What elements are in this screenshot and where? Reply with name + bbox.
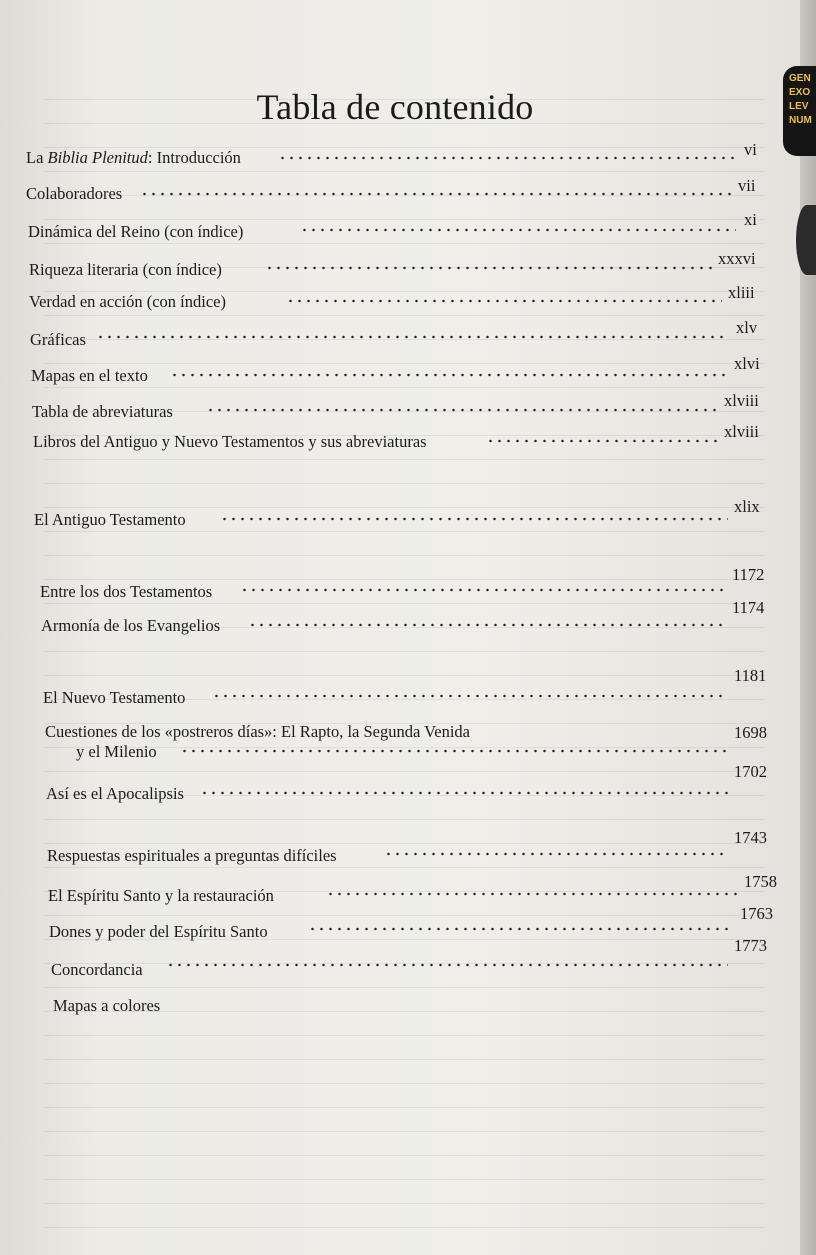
page-title: Tabla de contenido (256, 87, 534, 127)
toc-entry-label: Riqueza literaria (con índice) (29, 260, 222, 279)
thumb-label-num: NUM (789, 115, 812, 126)
toc-entry-page: vi (744, 140, 757, 159)
toc-entry-page: xlviii (724, 422, 759, 441)
dot-leader (206, 405, 720, 415)
toc-entry (0, 422, 790, 462)
toc-entry-page: xi (744, 210, 757, 229)
dot-leader (166, 960, 728, 970)
dot-leader (384, 849, 728, 859)
toc-entry-label: Dones y poder del Espíritu Santo (49, 922, 268, 941)
toc-entry-page: xlviii (724, 391, 759, 410)
toc-entry-page: 1773 (734, 936, 767, 955)
toc-entry (0, 318, 790, 360)
toc-entry (0, 249, 790, 290)
toc-entry (0, 598, 790, 646)
toc-entry-page: 1174 (732, 598, 765, 617)
toc-entry-label: Colaboradores (26, 184, 123, 203)
toc-entry (0, 354, 790, 396)
toc-entry-label: Armonía de los Evangelios (41, 616, 221, 635)
toc-entry-label: Mapas en el texto (31, 366, 148, 385)
toc-entry (0, 283, 790, 322)
toc-entry-page: xxxvi (718, 249, 756, 268)
toc-entry-label: Tabla de abreviaturas (32, 402, 173, 421)
thumb-index-labels (789, 72, 816, 128)
toc-entry-label: Dinámica del Reino (con índice) (28, 222, 244, 241)
toc-entry (0, 722, 790, 761)
toc-entry-label: Entre los dos Testamentos (40, 582, 213, 601)
toc-entry (0, 936, 790, 990)
toc-entry-label-continuation: y el Milenio (76, 742, 157, 761)
dot-leader (220, 514, 728, 524)
toc-entry-label: Mapas a colores (53, 996, 161, 1015)
toc-entry-page: xlix (734, 497, 760, 516)
toc-entry-page: 1743 (734, 828, 767, 847)
toc-entry-page: xlv (736, 318, 758, 337)
toc-entry-page: 1758 (744, 872, 777, 891)
toc-entry (0, 176, 790, 214)
thumb-label-exo: EXO (789, 87, 811, 98)
toc-entry-label: Así es el Apocalipsis (46, 784, 184, 803)
toc-entry-label: Libros del Antiguo y Nuevo Testamentos y sus abreviaturas (33, 432, 427, 451)
toc-entry-page: 1702 (734, 762, 767, 781)
page-edge (800, 0, 816, 1255)
toc-entry-page: 1698 (734, 723, 767, 742)
dot-leader (140, 189, 732, 199)
dot-leader (308, 924, 732, 934)
bleed-through-text (45, 88, 765, 1228)
toc-entry-label: Verdad en acción (con índice) (29, 292, 226, 311)
toc-entry-label: El Nuevo Testamento (43, 688, 186, 707)
dot-leader (326, 889, 738, 899)
toc-entry-label: El Espíritu Santo y la restauración (48, 886, 274, 905)
binding-dial (796, 205, 816, 275)
dot-leader (286, 296, 722, 306)
dot-leader (96, 332, 728, 342)
toc-entry (0, 762, 790, 814)
toc-entry-label: La Biblia Plenitud: Introducción (26, 148, 241, 167)
dot-leader (212, 691, 726, 701)
dot-leader (240, 585, 726, 595)
dot-leader (300, 225, 736, 235)
dot-leader (486, 436, 718, 446)
toc-entry (0, 497, 790, 540)
toc-entry (0, 872, 790, 916)
toc-entry-page: 1181 (734, 666, 767, 685)
toc-entry (0, 904, 790, 952)
dot-leader (278, 153, 738, 163)
toc-entry-page: 1763 (740, 904, 773, 923)
toc-entry (0, 996, 790, 1026)
dot-leader (180, 746, 726, 756)
toc-entry-page: vii (738, 176, 756, 195)
thumb-label-gen: GEN (789, 73, 811, 84)
toc-entry (0, 391, 790, 432)
toc-entry-page: 1172 (732, 565, 765, 584)
toc-entry (0, 565, 790, 612)
toc-entry-label: El Antiguo Testamento (34, 510, 186, 529)
toc-entry-introduccion (0, 140, 790, 178)
toc-entry-label: Cuestiones de los «postreros días»: El Rapto, la Segunda Venida (45, 722, 470, 741)
toc-entry (0, 666, 790, 718)
toc-entry-label: Concordancia (51, 960, 143, 979)
thumb-label-lev: LEV (789, 101, 809, 112)
toc-entry-page: xliii (728, 283, 755, 302)
toc-entry-page: xlvi (734, 354, 760, 373)
dot-leader (200, 788, 728, 798)
toc-entry-label: Respuestas espirituales a preguntas difíciles (47, 846, 337, 865)
toc-entry (0, 210, 790, 252)
dot-leader (248, 620, 724, 630)
dot-leader (265, 263, 715, 273)
toc-entry-label: Gráficas (30, 330, 86, 349)
dot-leader (170, 370, 726, 380)
toc-entry (0, 828, 790, 876)
